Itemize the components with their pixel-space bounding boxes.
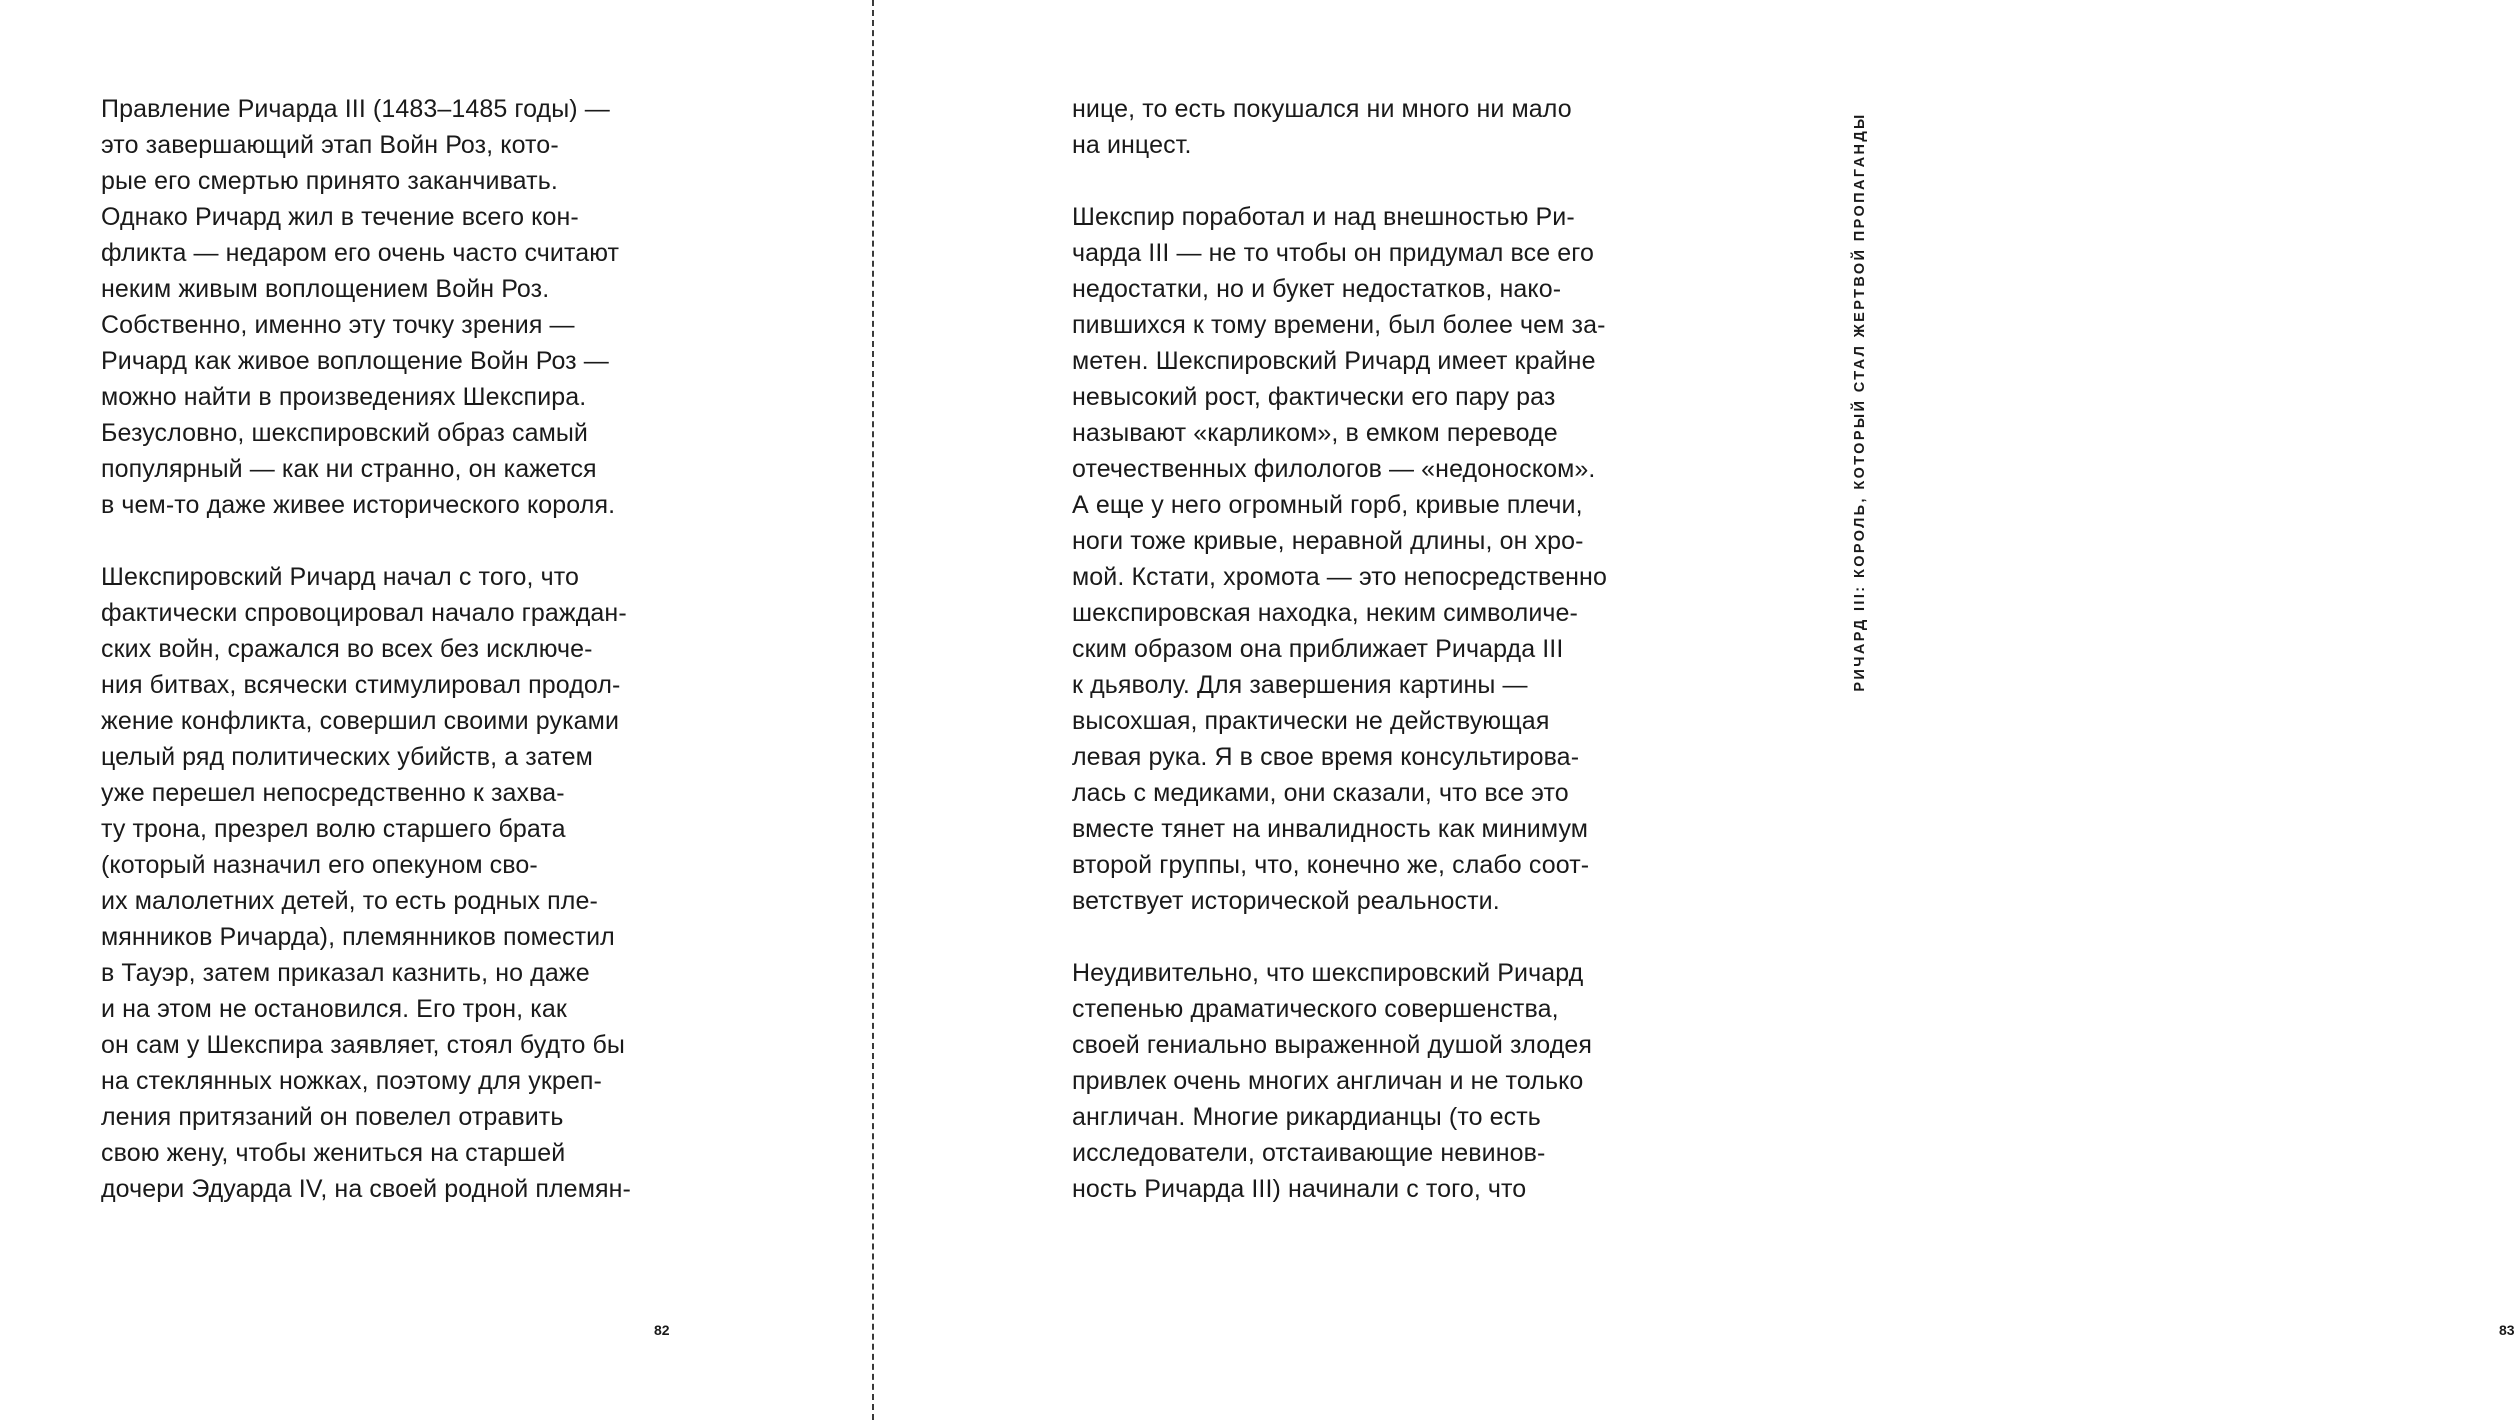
body-line: Неудивительно, что шекспировский Ричард (1072, 959, 1584, 987)
body-line: фликта — недаром его очень часто считают (101, 239, 620, 267)
body-line: в чем-то даже живее исторического короля. (101, 491, 616, 519)
body-line: их малолетних детей, то есть родных пле- (101, 887, 598, 915)
body-line: уже перешел непосредственно к захва- (101, 779, 565, 807)
body-line: популярный — как ни странно, он кажется (101, 455, 597, 483)
body-line: пившихся к тому времени, был более чем за- (1072, 311, 1606, 339)
body-line: к дьяволу. Для завершения картины — (1072, 671, 1528, 699)
page-fold-divider (872, 0, 874, 1420)
paragraph-break (101, 523, 631, 559)
body-line: (который назначил его опекуном сво- (101, 851, 538, 879)
body-line: ветствует исторической реальности. (1072, 887, 1500, 915)
body-line: своей гениально выраженной душой злодея (1072, 1031, 1593, 1059)
body-line: свою жену, чтобы жениться на старшей (101, 1139, 566, 1167)
body-line: целый ряд политических убийств, а затем (101, 743, 593, 771)
body-line: на стеклянных ножках, поэтому для укреп- (101, 1067, 602, 1095)
body-line: англичан. Многие рикардианцы (то есть (1072, 1103, 1541, 1131)
body-line: ния битвах, всячески стимулировал продол- (101, 671, 621, 699)
body-line: ских войн, сражался во всех без исключе- (101, 635, 593, 663)
paragraph-break (1072, 163, 1607, 199)
body-line: лась с медиками, они сказали, что все это (1072, 779, 1569, 807)
body-line: Шекспировский Ричард начал с того, что (101, 563, 579, 591)
body-line: невысокий рост, фактически его пару раз (1072, 383, 1556, 411)
left-page (0, 0, 872, 1420)
body-line: левая рука. Я в свое время консультирова- (1072, 743, 1580, 771)
body-line: мой. Кстати, хромота — это непосредственно (1072, 563, 1607, 591)
right-page-body (1072, 91, 1607, 1207)
body-line: он сам у Шекспира заявляет, стоял будто бы (101, 1031, 625, 1059)
body-line: на инцест. (1072, 131, 1192, 159)
body-line: нице, то есть покушался ни много ни мало (1072, 95, 1572, 123)
page-number: 83 (2499, 1322, 2515, 1338)
body-line: в Тауэр, затем приказал казнить, но даже (101, 959, 590, 987)
body-line: мянников Ричарда), племянников поместил (101, 923, 615, 951)
body-line: шекспировская находка, неким символиче- (1072, 599, 1578, 627)
body-line: ноги тоже кривые, неравной длины, он хро- (1072, 527, 1584, 555)
body-line: неким живым воплощением Войн Роз. (101, 275, 550, 303)
running-head: РИЧАРД III: КОРОЛЬ, КОТОРЫЙ СТАЛ ЖЕРТВОЙ ПРОПАГАНДЫ (1852, 112, 1868, 692)
body-line: Однако Ричард жил в течение всего кон- (101, 203, 579, 231)
body-line: исследователи, отстаивающие невинов- (1072, 1139, 1546, 1167)
body-line: можно найти в произведениях Шекспира. (101, 383, 587, 411)
body-line: фактически спровоцировал начало граждан- (101, 599, 627, 627)
body-line: ту трона, презрел волю старшего брата (101, 815, 566, 843)
body-line: недостатки, но и букет недостатков, нако- (1072, 275, 1562, 303)
body-line: Правление Ричарда III (1483–1485 годы) — (101, 95, 610, 123)
body-line: ским образом она приближает Ричарда III (1072, 635, 1564, 663)
body-line: ления притязаний он повелел отравить (101, 1103, 564, 1131)
body-line: это завершающий этап Войн Роз, кото- (101, 131, 559, 159)
body-line: степенью драматического совершенства, (1072, 995, 1559, 1023)
body-line: Ричард как живое воплощение Войн Роз — (101, 347, 609, 375)
body-line: второй группы, что, конечно же, слабо соот- (1072, 851, 1590, 879)
body-line: рые его смертью принято заканчивать. (101, 167, 558, 195)
body-line: чарда III — не то чтобы он придумал все его (1072, 239, 1594, 267)
body-line: Шекспир поработал и над внешностью Ри- (1072, 203, 1575, 231)
body-line: жение конфликта, совершил своими руками (101, 707, 620, 735)
body-line: дочери Эдуарда IV, на своей родной племян- (101, 1175, 631, 1203)
body-line: Безусловно, шекспировский образ самый (101, 419, 589, 447)
body-line: А еще у него огромный горб, кривые плечи, (1072, 491, 1583, 519)
body-line: вместе тянет на инвалидность как минимум (1072, 815, 1589, 843)
body-line: метен. Шекспировский Ричард имеет крайне (1072, 347, 1596, 375)
body-line: привлек очень многих англичан и не только (1072, 1067, 1584, 1095)
body-line: ность Ричарда III) начинали с того, что (1072, 1175, 1527, 1203)
body-line: отечественных филологов — «недоноском». (1072, 455, 1596, 483)
page-number: 82 (654, 1322, 670, 1338)
left-page-body (101, 91, 631, 1207)
body-line: Собственно, именно эту точку зрения — (101, 311, 575, 339)
paragraph-break (1072, 919, 1607, 955)
body-line: называют «карликом», в емком переводе (1072, 419, 1558, 447)
body-line: высохшая, практически не действующая (1072, 707, 1550, 735)
body-line: и на этом не остановился. Его трон, как (101, 995, 567, 1023)
